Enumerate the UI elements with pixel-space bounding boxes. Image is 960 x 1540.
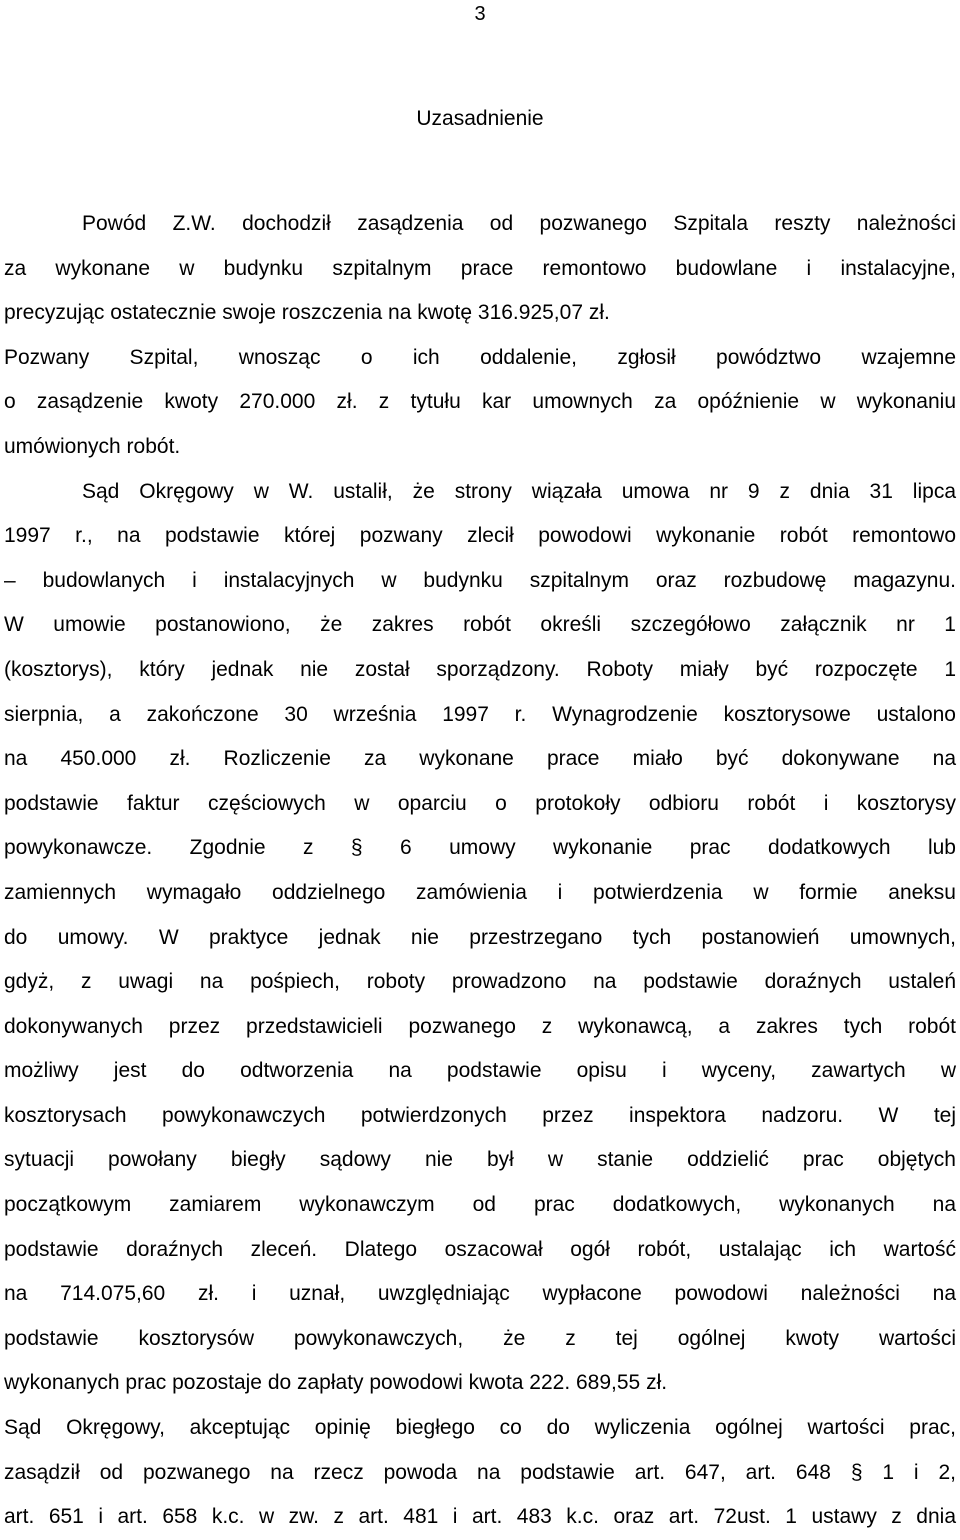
text-line: Sąd Okręgowy, akceptując opinię biegłego co do wyliczenia ogólnej wartości prac, — [4, 1416, 956, 1440]
text-line: (kosztorys), który jednak nie został sporządzony. Roboty miały być rozpoczęte 1 — [4, 657, 956, 681]
page-number: 3 — [474, 3, 486, 25]
text-line: dokonywanych przez przedstawicieli pozwanego z wykonawcą, a zakres tych robót — [4, 1014, 956, 1038]
text-line: na 450.000 zł. Rozliczenie za wykonane prace miało być dokonywane na — [4, 747, 956, 771]
text-line: sytuacji powołany biegły sądowy nie był w stanie oddzielić prac objętych — [4, 1148, 956, 1172]
text-line: Sąd Okręgowy w W. ustalił, że strony wiązała umowa nr 9 z dnia 31 lipca — [82, 479, 956, 503]
text-line: kosztorysach powykonawczych potwierdzonych przez inspektora nadzoru. W tej — [4, 1103, 956, 1127]
text-line: Powód Z.W. dochodził zasądzenia od pozwanego Szpitala reszty należności — [82, 212, 956, 235]
text-line: możliwy jest do odtworzenia na podstawie opisu i wyceny, zawartych w — [4, 1059, 956, 1083]
text-line: podstawie kosztorysów powykonawczych, że z tej ogólnej kwoty wartości — [4, 1326, 956, 1350]
text-line: o zasądzenie kwoty 270.000 zł. z tytułu kar umownych za opóźnienie w wykonaniu — [4, 390, 956, 414]
text-line: podstawie faktur częściowych w oparciu o protokoły odbioru robót i kosztorysy — [4, 791, 956, 815]
document-body — [4, 202, 956, 1540]
text-line: podstawie doraźnych zleceń. Dlatego oszacował ogół robót, ustalając ich wartość — [4, 1237, 956, 1261]
text-line: wykonanych prac pozostaje do zapłaty powodowi kwota 222. 689,55 zł. — [4, 1371, 668, 1395]
text-line: umówionych robót. — [4, 434, 181, 458]
text-line: zamiennych wymagało oddzielnego zamówienia i potwierdzenia w formie aneksu — [4, 880, 956, 904]
text-line: zasądził od pozwanego na rzecz powoda na podstawie art. 647, art. 648 § 1 i 2, — [4, 1460, 956, 1484]
text-line: – budowlanych i instalacyjnych w budynku szpitalnym oraz rozbudowę magazynu. — [4, 568, 956, 592]
text-line: do umowy. W praktyce jednak nie przestrzegano tych postanowień umownych, — [4, 925, 956, 949]
text-line: powykonawcze. Zgodnie z § 6 umowy wykonanie prac dodatkowych lub — [4, 836, 956, 860]
text-line: na 714.075,60 zł. i uznał, uwzględniając wypłacone powodowi należności na — [4, 1282, 956, 1306]
text-line: sierpnia, a zakończone 30 września 1997 r. Wynagrodzenie kosztorysowe ustalono — [4, 702, 956, 726]
text-line: Pozwany Szpital, wnosząc o ich oddalenie, zgłosił powództwo wzajemne — [4, 345, 956, 369]
text-line: za wykonane w budynku szpitalnym prace remontowo budowlane i instalacyjne, — [4, 256, 956, 280]
text-line: początkowym zamiarem wykonawczym od prac dodatkowych, wykonanych na — [4, 1193, 956, 1217]
text-line: art. 651 i art. 658 k.c. w zw. z art. 481 i art. 483 k.c. oraz art. 72ust. 1 ustawy z dnia — [4, 1505, 956, 1529]
text-line: W umowie postanowiono, że zakres robót określi szczegółowo załącznik nr 1 — [4, 613, 956, 637]
document-heading: Uzasadnienie — [416, 107, 544, 130]
text-line: gdyż, z uwagi na pośpiech, roboty prowadzono na podstawie doraźnych ustaleń — [4, 970, 956, 994]
text-line: precyzując ostatecznie swoje roszczenia na kwotę 316.925,07 zł. — [4, 301, 610, 325]
text-line: 1997 r., na podstawie której pozwany zlecił powodowi wykonanie robót remontowo — [4, 524, 956, 548]
